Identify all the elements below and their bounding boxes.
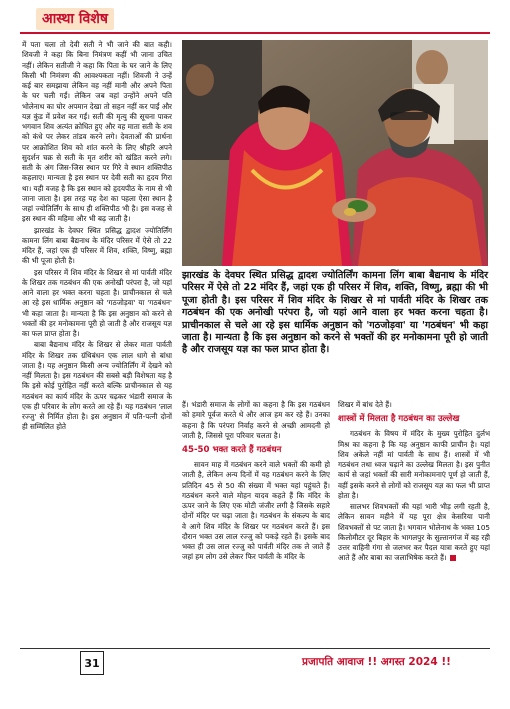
column1-paragraph: में पता चला तो देवी सती ने भी जाने की बात कही। शिवजी ने कहा कि बिना निमंत्रण कहीं भी जाना उचित नहीं। लेकिन सतीजी ने कहा कि पिता के घर जाने के लिए किसी भी निमंत्रण की आवश्यकता नहीं। शिवजी ने उन्हें कई बार समझाया लेकिन वह नहीं मानी और अपने पिता के घर चली गईं। लेकिन जब वहां उन्होंने अपने पति भोलेनाथ का घोर अपमान देखा तो सहन नहीं कर पाईं और यज्ञ कुंड में प्रवेश कर गईं। सती की मृत्यु की सूचना पाकर भगवान शिव अत्यंत क्रोधित हुए और वह माता सती के शव को कंधे पर लेकर तांडव करने लगे। देवताओं की प्रार्थना पर आक्रोशित शिव को शांत करने के लिए श्रीहरि अपने सुदर्शन चक्र से सती के मृत शरीर को खंडित करने लगे। सती के अंग जिस-जिस स्थान पर गिरे वे स्थान शक्तिपीठ कहलाए। मान्यता है इस स्थान पर देवी सती का हृदय गिरा था। यही वजह है कि इस स्थान को हृदयपीठ के नाम से भी जाना जाता है। इस तरह यह देश का पहला ऐसा स्थान है जहां ज्योतिर्लिंग के साथ ही शक्तिपीठ भी है। इस वजह से इस स्थान की महिमा और भी बढ़ जाती है।: [22, 40, 172, 224]
column1-paragraph: इस परिसर में शिव मंदिर के शिखर से मां पार्वती मंदिर के शिखर तक गठबंधन की एक अनोखी परंपरा है, जो यहां आने वाला हर भक्त करना चहता है। प्राचीनकाल से चले आ रहे इस धार्मिक अनुष्ठान को 'गठजोड़वा' या 'गठबंधन' भी कहा जाता है। मान्यता है कि इस अनुष्ठान को करने से भक्तों की हर मनोकामना पूरी हो जाती है और राजसूय यज्ञ का फल प्राप्त होता है।: [22, 267, 172, 338]
photo-caption: [182, 270, 488, 396]
caption-text: झारखंड के देवघर स्थित प्रसिद्ध द्वादश ज्योतिर्लिंग कामना लिंग बाबा बैद्यनाथ के मंदिर परिसर में ऐसे तो 22 मंदिर हैं, जहां एक ही परिसर में शिव, शक्ति, विष्णु, ब्रह्मा की भी पूजा होती है। इस परिसर में शिव मंदिर के शिखर से मां पार्वती मंदिर के शिखर तक गठबंधन की एक अनोखी परंपरा है, जो यहां आने वाला हर भक्त करना चहता है। प्राचीनकाल से चले आ रहे इस धार्मिक अनुष्ठान को 'गठजोड़वा' या 'गठबंधन' भी कहा जाता है। मान्यता है कि इस अनुष्ठान को करने से भक्तों की हर मनोकामना पूरी हो जाती है और राजसूय यज्ञ का फल प्राप्त होता है।: [182, 270, 488, 356]
article-column-2: [182, 400, 330, 636]
end-of-article-icon: [450, 555, 456, 561]
page-number: 31: [80, 651, 104, 675]
section-title: आस्था विशेष: [42, 11, 108, 27]
page-header: [0, 0, 510, 36]
subheading-devotees: 45-50 भक्त करते हैं गठबंधन: [182, 445, 282, 455]
header-divider: [20, 32, 490, 34]
column3-paragraph: शिखर में बांध देते हैं।: [338, 400, 392, 409]
column3-paragraph: गठबंधन के विषय में मंदिर के मुख्य पुरोहित दुर्लभ मिश्र का कहना है कि यह अनुष्ठान काफी प्राचीन है। यहां शिव अकेले नहीं मां पार्वती के साथ हैं। शास्त्रों में भी गठबंधन तथा ध्वज चढ़ाने का उल्लेख मिलता है। इस पुनीत कार्य से जहां भक्तों की सारी मनोकामनाएं पूर्ण हो जाती हैं, वहीं इसके करने से लोगों को राजसूय यज्ञ का फल भी प्राप्त होता है।: [338, 429, 490, 500]
article-column-3: [338, 400, 490, 636]
column1-paragraph: बाबा बैद्यनाथ मंदिर के शिखर से लेकर माता पार्वती मंदिर के शिखर तक ग्रंथिबंधन एक लाल धागे से बांधा जाता है। यह अनुष्ठान किसी अन्य ज्योतिर्लिंग में देखने को नहीं मिलता है। इस गठबंधन की सबसे बड़ी विशेषता यह है कि इसे कोई पुरोहित नहीं करते बल्कि प्राचीनकाल से यह गठबंधन का कार्य मंदिर के ऊपर चढ़कर भंडारी समाज के एक ही परिवार के लोग करते आ रहे हैं। यह गठबंधन 'लाल रज्जु' से निर्मित होता है। इस अनुष्ठान में पति-पत्नी दोनों ही सम्मिलित होते: [22, 340, 172, 432]
column2-paragraph: हैं। भंडारी समाज के लोगों का कहना है कि इस गठबंधन को हमारे पूर्वज करते थे और आज हम कर रहे हैं। उनका कहना है कि परंपरा निर्वाह करने से अच्छी आमदनी हो जाती है, जिससे पूरा परिवार चलता है।: [182, 400, 330, 440]
column3-paragraph: [338, 502, 490, 564]
footer-divider: [20, 648, 490, 649]
column1-paragraph: झारखंड के देवघर स्थित प्रसिद्ध द्वादश ज्योतिर्लिंग कामना लिंग बाबा बैद्यनाथ के मंदिर परिसर में ऐसे तो 22 मंदिर हैं, जहां एक ही परिसर में शिव, शक्ति, विष्णु, ब्रह्मा की भी पूजा होती है।: [22, 225, 172, 266]
column2-paragraph: सावन माह में गठबंधन करने वाले भक्तों की कमी हो जाती है, लेकिन अन्य दिनों में यह गठबंधन करने के लिए प्रतिदिन 45 से 50 की संख्या में भक्त यहां पहुंचते हैं। गठबंधन करने वाले मोहन यादव कहते हैं कि मंदिर के ऊपर जाने के लिए एक मोटी जंजीर लगी है जिसके सहारे दोनों मंदिर पर चढ़ा जाता है। गठबंधन के संकल्प के बाद वे आगे शिव मंदिर के शिखर पर गठबंधन करते हैं। इस दौरान भक्त उस लाल रज्जु को पकड़े रहते हैं। इसके बाद भक्त ही उस लाल रज्जु को पार्वती मंदिर तक ले जाते हैं जहां हम लोग उसे लेकर फिर पार्वती के मंदिर के: [182, 460, 330, 562]
publication-footer: प्रजापति आवाज !! अगस्त 2024 !!: [302, 656, 451, 668]
couple-performing-ritual-photo: [182, 40, 488, 266]
subheading-scriptures: शास्त्रों में मिलता है गठबंधन का उल्लेख: [338, 414, 460, 425]
column3-last-text: सालभर शिवभक्तों की यहां भारी भीड़ लगी रहती है, लेकिन सावन महीने में यह पूरा क्षेत्र केसरिया पानी शिवभक्तों से पट जाता है। भगवान भोलेनाथ के भक्त 105 किलोमीटर दूर बिहार के भागलपुर के सुल्तानगंज में बह रही उत्तर वाहिनी गंगा से जलभर कर पैदल यात्रा करते हुए यहां आते हैं और बाबा का जलाभिषेक करते हैं।: [338, 502, 490, 563]
article-column-1: [22, 40, 172, 636]
